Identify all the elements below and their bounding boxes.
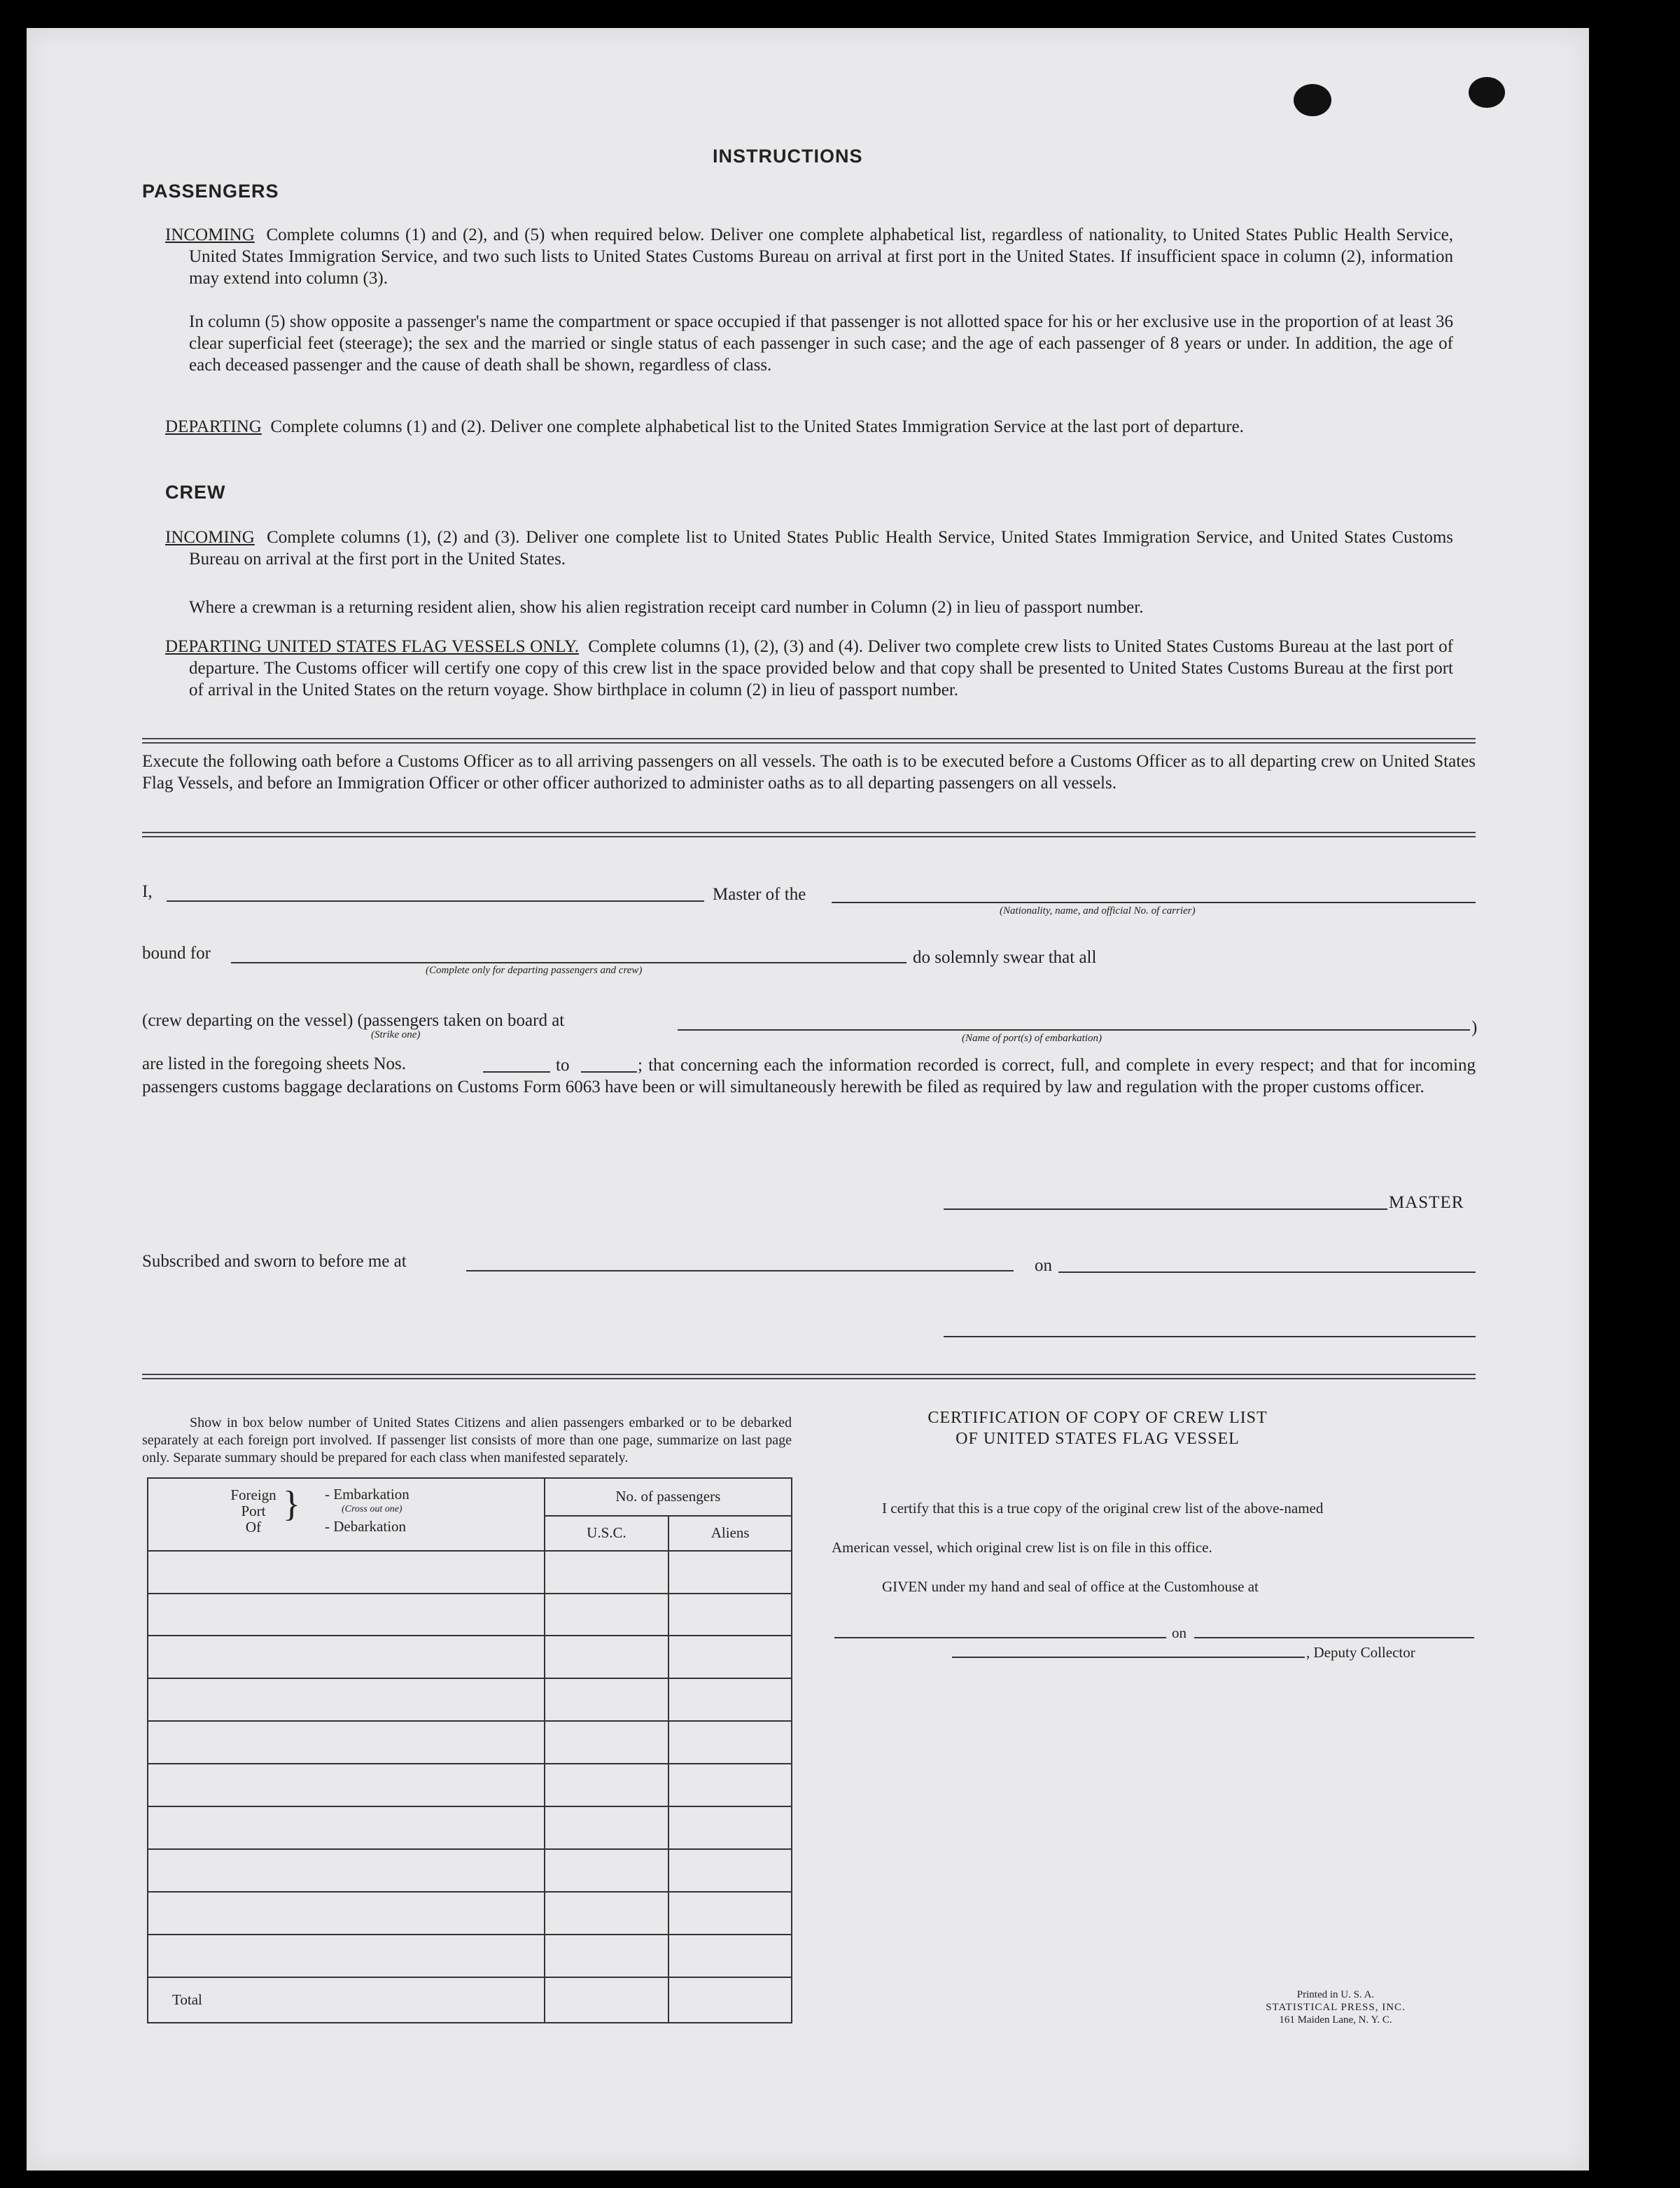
usc-header: U.S.C. [545, 1516, 669, 1551]
usc-cell[interactable] [545, 1551, 669, 1594]
oath-statement [142, 1054, 1476, 1098]
usc-cell[interactable] [545, 1892, 669, 1935]
certification-title [853, 1407, 1343, 1449]
passengers-departing-text: Complete columns (1) and (2). Deliver one complete alphabetical list to the United States Immigration Service at the last port of departure. [270, 417, 1244, 436]
solemnly-swear-text: do solemnly swear that all [913, 948, 1097, 967]
usc-cell[interactable] [545, 1721, 669, 1764]
port-cell[interactable] [148, 1935, 545, 1977]
table-row [148, 1935, 792, 1977]
subscribed-label: Subscribed and sworn to before me at [142, 1252, 407, 1271]
passenger-summary-table [147, 1477, 792, 2023]
usc-cell[interactable] [545, 1806, 669, 1849]
usc-cell[interactable] [545, 1636, 669, 1678]
divider-3 [142, 1374, 1476, 1379]
port-cell[interactable] [148, 1892, 545, 1935]
aliens-cell[interactable] [668, 1551, 792, 1594]
column5-text: In column (5) show opposite a passenger's name the compartment or space occupied if that passenger is not allotted space for his or her exclusive use in the proportion of at least 36 clear superficial feet (steerage); the sex and the married or single status of each passenger in such case; and the age of each passenger of 8 years or under. In addition, the age of each deceased passenger and the cause of death shall be shown, regardless of class. [189, 312, 1453, 375]
instructions-title: INSTRUCTIONS [713, 146, 863, 167]
crew-departing-text: Complete columns (1), (2), (3) and (4). Deliver two complete crew lists to United States Customs Bureau at the last port of departure. The Customs officer will certify one copy of this crew list in the space provided below and that copy shall be presented to United States Customs Bureau at the first port of arrival in the United States on the return voyage. Show birthplace in column (2) in lieu of passport number. [189, 637, 1453, 699]
aliens-cell[interactable] [668, 1636, 792, 1678]
oath-statement-text: ; that concerning each the information recorded is correct, full, and complete in every respect; and that for incoming passengers customs baggage declarations on Customs Form 6063 have been or will simultaneously herewith be filed as required by law and regulation with the proper customs officer. [142, 1056, 1476, 1096]
certify-line-2: American vessel, which original crew list is on file in this office. [832, 1539, 1212, 1556]
crew-incoming-paragraph [165, 527, 1454, 570]
table-row [148, 1892, 792, 1935]
total-label: Total [148, 1977, 545, 2023]
aliens-cell[interactable] [668, 1892, 792, 1935]
aliens-cell[interactable] [668, 1849, 792, 1892]
usc-cell[interactable] [545, 1849, 669, 1892]
certification-on-label: on [1172, 1624, 1186, 1641]
foreign-label: Foreign [230, 1486, 276, 1503]
usc-cell[interactable] [545, 1764, 669, 1806]
usc-cell[interactable] [545, 1678, 669, 1721]
port-header-cell [148, 1478, 545, 1551]
port-cell[interactable] [148, 1849, 545, 1892]
summary-note-text: Show in box below number of United States Citizens and alien passengers embarked or to be debarked separately at each foreign port involved. If passenger list consists of more than one page, summarize on last page only. Separate summary should be prepared for each class when manifested separately. [142, 1415, 792, 1465]
customhouse-field[interactable] [834, 1637, 1166, 1638]
master-of-the-label: Master of the [713, 885, 806, 904]
table-row [148, 1594, 792, 1636]
certification-title-line1: CERTIFICATION OF COPY OF CREW LIST [927, 1409, 1268, 1427]
certification-title-line2: OF UNITED STATES FLAG VESSEL [955, 1430, 1240, 1448]
printer-line-3: 161 Maiden Lane, N. Y. C. [1279, 2014, 1392, 2026]
table-row [148, 1551, 792, 1594]
listed-in-label: are listed in the foregoing sheets Nos. [142, 1054, 406, 1073]
nationality-caption: (Nationality, name, and official No. of carrier) [1000, 905, 1196, 917]
embarkation-label[interactable]: - Embarkation [325, 1486, 410, 1503]
passengers-incoming-text: Complete columns (1) and (2), and (5) when required below. Deliver one complete alphabetical list, regardless of nationality, to United States Public Health Service, United States Immigration Service, and two such lists to United States Customs Bureau on arrival at first port in the United States. If insufficient space in column (2), information may extend into column (3). [189, 225, 1454, 288]
aliens-cell[interactable] [668, 1678, 792, 1721]
brace-glyph: } [283, 1484, 300, 1524]
aliens-cell[interactable] [668, 1594, 792, 1636]
certify-line-1: I certify that this is a true copy of the original crew list of the above-named [882, 1500, 1324, 1517]
sworn-date-field[interactable] [1058, 1271, 1476, 1273]
officer-signature-field[interactable] [944, 1336, 1476, 1337]
printer-line-1: Printed in U. S. A. [1296, 1989, 1375, 2000]
printer-line-2: STATISTICAL PRESS, INC. [1266, 2002, 1406, 2013]
aliens-cell[interactable] [668, 1764, 792, 1806]
form-sheet [27, 28, 1589, 2170]
master-label: MASTER [1389, 1193, 1464, 1212]
passengers-departing-paragraph [165, 416, 1453, 438]
table-row [148, 1636, 792, 1678]
certification-date-field[interactable] [1194, 1637, 1474, 1638]
no-of-passengers-header: No. of passengers [545, 1478, 792, 1516]
column5-paragraph [189, 311, 1453, 376]
crew-heading: CREW [165, 482, 226, 503]
sworn-on-label: on [1035, 1256, 1052, 1275]
passengers-incoming-paragraph [165, 224, 1454, 289]
total-row [148, 1977, 792, 2023]
aliens-cell[interactable] [668, 1935, 792, 1977]
aliens-header: Aliens [668, 1516, 792, 1551]
port-caption: (Name of port(s) of embarkation) [962, 1033, 1102, 1044]
port-cell[interactable] [148, 1636, 545, 1678]
table-row [148, 1764, 792, 1806]
printer-imprint [1238, 1988, 1434, 2026]
port-cell[interactable] [148, 1551, 545, 1594]
table-row [148, 1678, 792, 1721]
master-signature-field[interactable] [944, 1208, 1387, 1210]
crew-departing-paragraph [165, 636, 1453, 701]
port-cell[interactable] [148, 1764, 545, 1806]
passengers-incoming-label: INCOMING [165, 225, 255, 244]
aliens-cell[interactable] [668, 1721, 792, 1764]
bound-for-label: bound for [142, 944, 211, 963]
crew-incoming-label: INCOMING [165, 528, 255, 547]
total-aliens-cell[interactable] [668, 1977, 792, 2023]
oath-i-label: I, [142, 882, 153, 901]
aliens-cell[interactable] [668, 1806, 792, 1849]
cross-out-caption: (Cross out one) [342, 1504, 402, 1514]
strike-one-caption: (Strike one) [371, 1029, 421, 1040]
oath-instructions: Execute the following oath before a Customs Officer as to all arriving passengers on all vessels. The oath is to be executed before a Customs Officer as to all departing crew on United States Flag Vessels, and before an Immigration Officer or other officer authorized to administer oaths as to all departing passengers on all vessels. [142, 752, 1476, 793]
given-line: GIVEN under my hand and seal of office at the Customhouse at [882, 1578, 1259, 1595]
table-row [148, 1806, 792, 1849]
port-label: Port [241, 1503, 266, 1519]
to-label: to [556, 1056, 570, 1075]
punch-hole-left [1294, 84, 1331, 116]
of-label: Of [245, 1519, 262, 1535]
port-cell[interactable] [148, 1678, 545, 1721]
table-row [148, 1721, 792, 1764]
passengers-departing-label: DEPARTING [165, 417, 262, 436]
bound-for-field[interactable] [231, 962, 906, 963]
crew-resident-text: Where a crewman is a returning resident alien, show his alien registration receipt card number in Column (2) in lieu of passport number. [189, 598, 1144, 617]
port-cell[interactable] [148, 1721, 545, 1764]
summary-note [142, 1414, 792, 1467]
complete-only-caption: (Complete only for departing passengers and crew) [426, 965, 643, 976]
deputy-collector-signature-field[interactable] [952, 1657, 1305, 1658]
carrier-field[interactable] [832, 902, 1476, 903]
master-name-field[interactable] [167, 900, 704, 902]
divider-1 [142, 738, 1476, 744]
crew-incoming-text: Complete columns (1), (2) and (3). Deliver one complete list to United States Public Health Service, United States Immigration Service, and United States Customs Bureau on arrival at the first port in the United States. [189, 528, 1454, 569]
sworn-place-field[interactable] [466, 1270, 1014, 1271]
port-of-embarkation-field[interactable] [678, 1029, 1470, 1031]
deputy-collector-label: , Deputy Collector [1306, 1644, 1415, 1661]
port-cell[interactable] [148, 1806, 545, 1849]
debarkation-label[interactable]: - Debarkation [325, 1518, 407, 1535]
crew-departing-strike-text: (crew departing on the vessel) (passengers taken on board at [142, 1011, 565, 1030]
usc-cell[interactable] [545, 1594, 669, 1636]
crew-departing-label: DEPARTING UNITED STATES FLAG VESSELS ONLY. [165, 637, 580, 656]
usc-cell[interactable] [545, 1935, 669, 1977]
crew-resident-paragraph [189, 597, 1453, 618]
close-paren: ) [1471, 1018, 1478, 1037]
punch-hole-right [1469, 77, 1505, 108]
table-row [148, 1849, 792, 1892]
passengers-heading: PASSENGERS [142, 181, 279, 202]
total-usc-cell[interactable] [545, 1977, 669, 2023]
port-cell[interactable] [148, 1594, 545, 1636]
divider-2 [142, 832, 1476, 837]
